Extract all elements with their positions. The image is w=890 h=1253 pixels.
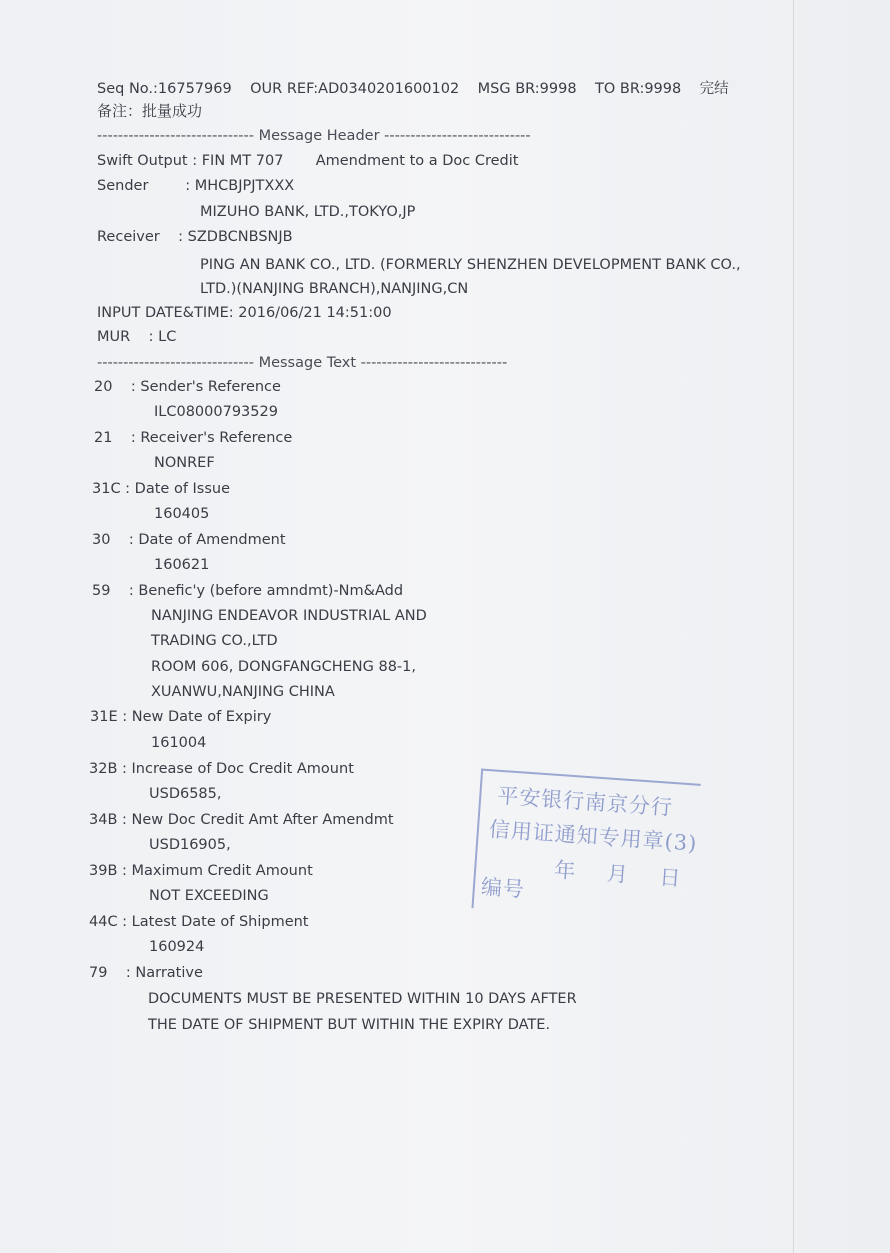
- field-value: THE DATE OF SHIPMENT BUT WITHIN THE EXPIRY DATE.: [148, 1017, 551, 1033]
- field-label: 34B : New Doc Credit Amt After Amendmt: [89, 812, 394, 828]
- field-label: 31C : Date of Issue: [92, 481, 231, 497]
- field-value: USD16905,: [149, 837, 231, 853]
- field-label: 39B : Maximum Credit Amount: [89, 863, 313, 879]
- field-value: 160924: [149, 939, 205, 955]
- receiver-line: Receiver : SZDBCNBSNJB: [97, 229, 293, 245]
- field-value: XUANWU,NANJING CHINA: [151, 684, 335, 700]
- field-value: ROOM 606, DONGFANGCHENG 88-1,: [151, 659, 416, 675]
- input-datetime: INPUT DATE&TIME: 2016/06/21 14:51:00: [97, 305, 392, 321]
- field-label: 31E : New Date of Expiry: [90, 709, 272, 725]
- remark-line: 备注：批量成功: [97, 102, 203, 120]
- field-value: TRADING CO.,LTD: [151, 633, 278, 649]
- field-label: 32B : Increase of Doc Credit Amount: [89, 761, 354, 777]
- field-label: 79 : Narrative: [89, 965, 203, 981]
- field-label: 44C : Latest Date of Shipment: [89, 914, 309, 930]
- seq-line: Seq No.:16757969 OUR REF:AD0340201600102 MSG BR:9998 TO BR:9998 完结: [97, 81, 729, 97]
- field-value: DOCUMENTS MUST BE PRESENTED WITHIN 10 DAYS AFTER: [148, 991, 577, 1007]
- field-value: ILC08000793529: [154, 404, 278, 420]
- field-label: 21 : Receiver's Reference: [94, 430, 293, 446]
- field-value: USD6585,: [149, 786, 222, 802]
- swift-output-line: Swift Output : FIN MT 707 Amendment to a Doc Credit: [97, 153, 519, 169]
- stamp-line-2: 信用证通知专用章(3): [488, 817, 699, 856]
- field-value: 161004: [151, 735, 207, 751]
- field-value: NONREF: [154, 455, 215, 471]
- message-header-rule: ------------------------------ Message Header ----------------------------: [97, 128, 531, 144]
- sender-line: Sender : MHCBJPJTXXX: [97, 178, 295, 194]
- stamp-line-4: 编号: [480, 874, 526, 902]
- field-value: 160405: [154, 506, 210, 522]
- field-label: 20 : Sender's Reference: [94, 379, 281, 395]
- sender-name: MIZUHO BANK, LTD.,TOKYO,JP: [200, 204, 416, 220]
- paper-edge-line: [793, 0, 794, 1253]
- stamp-line-1: 平安银行南京分行: [496, 783, 674, 820]
- receiver-name-2: LTD.)(NANJING BRANCH),NANJING,CN: [200, 281, 469, 297]
- stamp-line-3: 年 月 日: [553, 857, 683, 891]
- mur-line: MUR : LC: [97, 329, 177, 345]
- field-label: 30 : Date of Amendment: [92, 532, 286, 548]
- field-value: NOT EXCEEDING: [149, 888, 269, 904]
- field-value: NANJING ENDEAVOR INDUSTRIAL AND: [151, 608, 427, 624]
- receiver-name-1: PING AN BANK CO., LTD. (FORMERLY SHENZHEN DEVELOPMENT BANK CO.,: [200, 257, 741, 273]
- bank-seal-stamp: [465, 764, 707, 930]
- field-label: 59 : Benefic'y (before amndmt)-Nm&Add: [92, 583, 404, 599]
- field-value: 160621: [154, 557, 210, 573]
- message-text-rule: ------------------------------ Message Text ----------------------------: [97, 355, 508, 371]
